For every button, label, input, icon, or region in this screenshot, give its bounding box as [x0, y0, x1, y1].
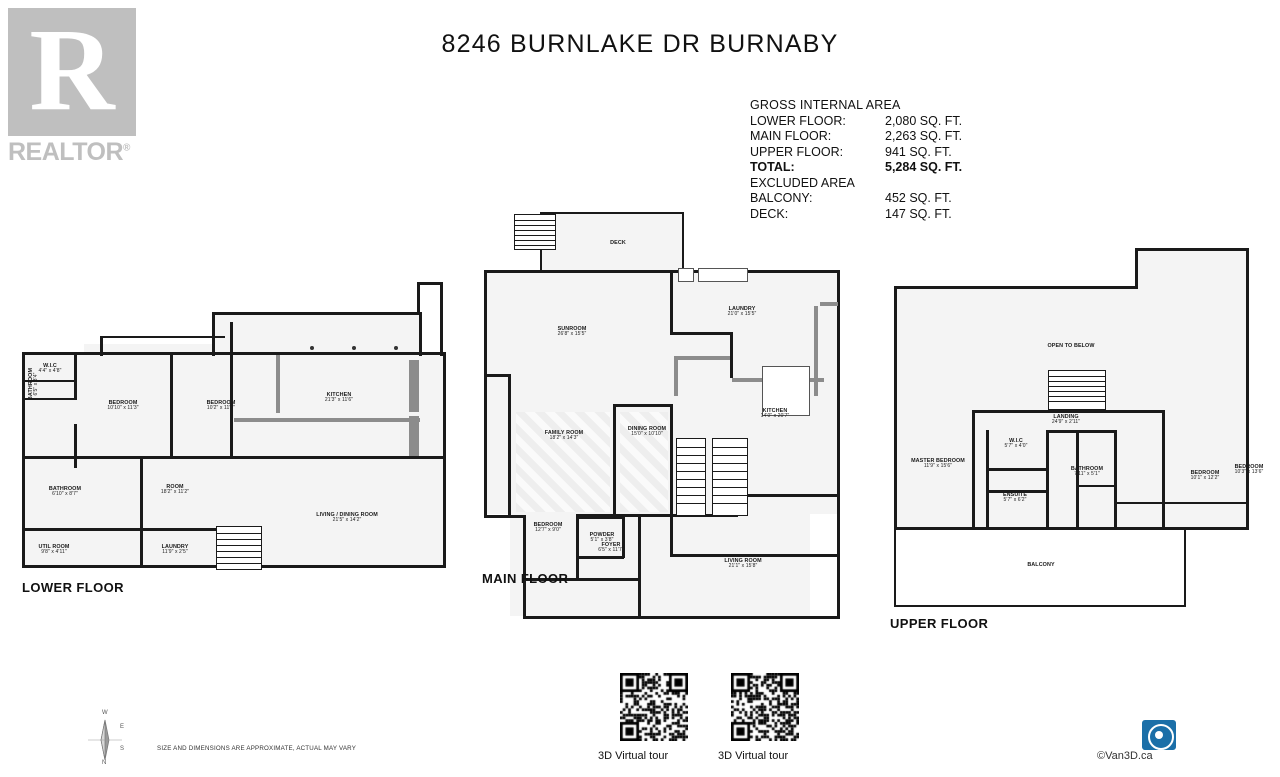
lower-ceiling-light-3	[394, 346, 398, 350]
main-wall-powder-bottom	[576, 556, 624, 559]
main-room-label-foyer: FOYER 6'5" x 11'7"	[598, 542, 624, 554]
main-room-label-family: FAMILY ROOM 18'2" x 14'3"	[544, 430, 584, 442]
upper-fill-top-bump	[1136, 250, 1248, 290]
lower-room-label-bedroom-2: BEDROOM 10'2" x 11'3"	[206, 400, 236, 412]
main-counter-4	[820, 302, 838, 306]
main-wall-kitchen-left	[730, 332, 733, 378]
upper-wall-bump-left	[1135, 248, 1138, 288]
main-wall-living-left	[670, 514, 673, 556]
area-heading: GROSS INTERNAL AREA	[750, 98, 901, 112]
lower-counter-1	[276, 355, 280, 413]
van3d-logo-icon	[1142, 720, 1176, 750]
compass-label-e: E	[120, 724, 125, 730]
lower-room-label-bedroom-1: BEDROOM 10'10" x 11'3"	[107, 400, 139, 412]
upper-room-label-open-below: OPEN TO BELOW	[1047, 343, 1095, 349]
compass-label-s: S	[120, 746, 125, 752]
upper-wall-top-left	[894, 286, 1138, 289]
main-wall-top	[484, 270, 840, 273]
main-wall-powder-top	[576, 516, 624, 519]
main-wall-sun-right	[508, 374, 511, 518]
upper-wall-bath-right	[1114, 430, 1117, 530]
main-room-label-powder: POWDER 5'1" x 3'8"	[589, 532, 615, 544]
upper-room-label-master: MASTER BEDROOM 11'9" x 15'6"	[911, 458, 965, 470]
main-wall-laundry-bottom	[670, 332, 732, 335]
lower-wall-bath2	[74, 424, 77, 468]
main-wall-bottom	[523, 616, 840, 619]
upper-room-label-balcony: BALCONY	[1027, 562, 1055, 568]
lower-ceiling-light-1	[310, 346, 314, 350]
upper-wall-bed-div	[1162, 410, 1165, 530]
excluded-row-deck: DECK: 147 SQ. FT.	[750, 206, 952, 221]
main-stairs-up	[676, 438, 706, 516]
qr-code-tour-1[interactable]	[620, 673, 688, 741]
lower-wall-mid-left	[22, 456, 142, 459]
upper-floor-label: UPPER FLOOR	[890, 616, 989, 631]
lower-fill-hall	[84, 344, 224, 358]
area-row-lower: LOWER FLOOR: 2,080 SQ. FT.	[750, 113, 963, 128]
lower-ceiling-light-2	[352, 346, 356, 350]
lower-room-label-bathroom: BATHROOM 6'10" x 8'7"	[48, 486, 82, 498]
main-counter-1	[674, 356, 730, 360]
van3d-logo-inner	[1148, 724, 1174, 750]
lower-floor-label: LOWER FLOOR	[22, 580, 124, 595]
lower-wall-laundry-left	[140, 456, 143, 568]
excluded-row-balcony: BALCONY: 452 SQ. FT.	[750, 191, 952, 205]
realtor-wordmark: REALTOR®	[8, 138, 130, 166]
upper-wall-bath-mid	[1076, 485, 1116, 487]
upper-room-label-bedroom-1: BEDROOM 10'1" x 12'2"	[1190, 470, 1220, 482]
area-row-total: TOTAL: 5,284 SQ. FT.	[750, 160, 963, 174]
main-counter-top-icon	[698, 268, 748, 282]
main-wall-living-top	[670, 554, 838, 557]
lower-counter-island	[234, 418, 420, 422]
main-room-label-deck: DECK	[610, 240, 626, 246]
realtor-logo-letter: R	[29, 4, 115, 135]
upper-wall-wic-bottom	[986, 468, 1048, 471]
lower-wall-right	[443, 352, 446, 568]
lower-room-label-laundry: LAUNDRY 11'9" x 2'5"	[161, 544, 189, 556]
disclaimer-text: SIZE AND DIMENSIONS ARE APPROXIMATE, ACTUAL MAY VARY	[157, 745, 357, 752]
upper-wall-closet	[1116, 502, 1248, 504]
lower-room-label-util: UTIL ROOM 9'8" x 4'11"	[38, 544, 70, 556]
area-row-upper: UPPER FLOOR: 941 SQ. FT.	[750, 144, 952, 159]
lower-wall-bed-div	[170, 352, 173, 458]
main-room-label-laundry: LAUNDRY 21'0" x 15'5"	[727, 306, 757, 318]
upper-room-label-bedroom-2: BEDROOM 10'3" x 13'6"	[1234, 464, 1264, 476]
upper-floor-plan	[886, 240, 1264, 610]
main-wall-foyer-right	[638, 514, 641, 619]
lower-wall-util-top	[22, 528, 142, 531]
upper-wall-mid-top	[972, 410, 1162, 413]
main-stairs-down	[712, 438, 748, 516]
main-wall-bottom-left	[484, 515, 526, 518]
main-wall-right	[837, 270, 840, 618]
main-room-label-kitchen: KITCHEN 14'0" x 20'7"	[760, 408, 790, 420]
lower-room-label-room: ROOM 18'2" x 11'2"	[160, 484, 190, 496]
lower-room-label-kitchen: KITCHEN 21'3" x 11'6"	[324, 392, 354, 404]
main-floor-plan	[470, 206, 860, 626]
upper-wall-bath-top	[1048, 430, 1116, 433]
main-room-label-living: LIVING ROOM 21'1" x 15'8"	[724, 558, 762, 570]
upper-balcony-wall-bottom	[894, 605, 1186, 607]
main-wall-left	[484, 270, 487, 518]
lower-floor-plan	[14, 276, 446, 576]
upper-room-label-wic: W.I.C 5'7" x 4'0"	[1004, 438, 1028, 450]
lower-wall-kitchen-div	[230, 322, 233, 458]
main-wall-laundry-left	[670, 272, 673, 334]
compass-label-n: N	[102, 760, 107, 766]
watermark-text: ©Van3D.ca	[1097, 750, 1153, 762]
excluded-area-heading: EXCLUDED AREA	[750, 175, 855, 190]
lower-wall-kitchen-top	[212, 312, 422, 315]
compass-rose	[80, 712, 130, 768]
main-wall-dining-right	[670, 404, 673, 518]
lower-room-label-wic: W.I.C 4'4" x 4'8"	[38, 363, 62, 375]
lower-wall-kitchen-left	[212, 312, 215, 356]
registered-mark: ®	[123, 142, 130, 154]
main-room-label-sunroom: SUNROOM 26'8" x 15'5"	[557, 326, 587, 338]
lower-counter-2	[409, 360, 419, 412]
main-stove-icon	[678, 268, 694, 282]
upper-wall-right	[1246, 248, 1249, 530]
main-floor-label: MAIN FLOOR	[482, 571, 569, 586]
main-family-room-floor	[516, 412, 610, 512]
upper-balcony-wall-left	[894, 527, 896, 607]
upper-room-label-landing: LANDING 24'9" x 2'11"	[1051, 414, 1081, 426]
qr-code-tour-2[interactable]	[731, 673, 799, 741]
lower-wall-nook-left	[417, 282, 420, 314]
gross-internal-area-block	[750, 98, 990, 222]
upper-wall-bottom	[894, 527, 1249, 530]
lower-counter-3	[409, 416, 419, 456]
upper-wall-master-left	[972, 410, 975, 530]
lower-wall-nook-right	[440, 282, 443, 356]
area-row-main: MAIN FLOOR: 2,263 SQ. FT.	[750, 129, 963, 143]
upper-room-label-bathroom: BATHROOM 7'11" x 5'1"	[1070, 466, 1104, 478]
lower-wall-kitchen-right	[419, 312, 422, 356]
lower-stairs	[216, 526, 262, 570]
upper-wall-bath-left	[1076, 430, 1079, 530]
main-room-label-bedroom: BEDROOM 12'7" x 9'0"	[533, 522, 563, 534]
upper-balcony-wall-right	[1184, 527, 1186, 607]
main-wall-deck-right	[682, 212, 684, 272]
upper-wall-left	[894, 286, 897, 530]
main-deck-stairs	[514, 214, 556, 250]
compass-label-w: W	[102, 710, 108, 716]
page-title: 8246 BURNLAKE DR BURNABY	[441, 30, 839, 58]
lower-wall-hall-1	[100, 336, 103, 356]
main-wall-family-top	[613, 404, 673, 407]
upper-wall-wic-right	[1046, 430, 1049, 530]
main-room-label-dining: DINING ROOM 15'0" x 10'10"	[627, 426, 667, 438]
lower-room-label-bathroom-small: BATHROOM 6'5" x 3'4"	[28, 367, 40, 401]
main-counter-5	[814, 306, 818, 396]
main-wall-sun-bottom	[484, 374, 510, 377]
main-counter-2	[674, 356, 678, 396]
qr-code-tour-2-caption: 3D Virtual tour	[718, 750, 789, 762]
lower-wall-top	[22, 352, 446, 355]
main-wall-family-right	[613, 406, 616, 518]
qr-code-tour-1-caption: 3D Virtual tour	[598, 750, 669, 762]
upper-room-label-ensuite: ENSUITE 5'7" x 6'2"	[1002, 492, 1028, 504]
lower-wall-mid	[140, 456, 446, 459]
lower-wall-wic-right	[74, 352, 77, 400]
lower-room-label-living-dining: LIVING / DINING ROOM 21'5" x 14'2"	[316, 512, 378, 524]
lower-wall-hall-top	[100, 336, 225, 338]
upper-wall-bump-top	[1135, 248, 1249, 251]
main-wall-deck-top	[540, 212, 684, 214]
upper-stairs	[1048, 370, 1106, 410]
lower-wall-left	[22, 352, 25, 568]
